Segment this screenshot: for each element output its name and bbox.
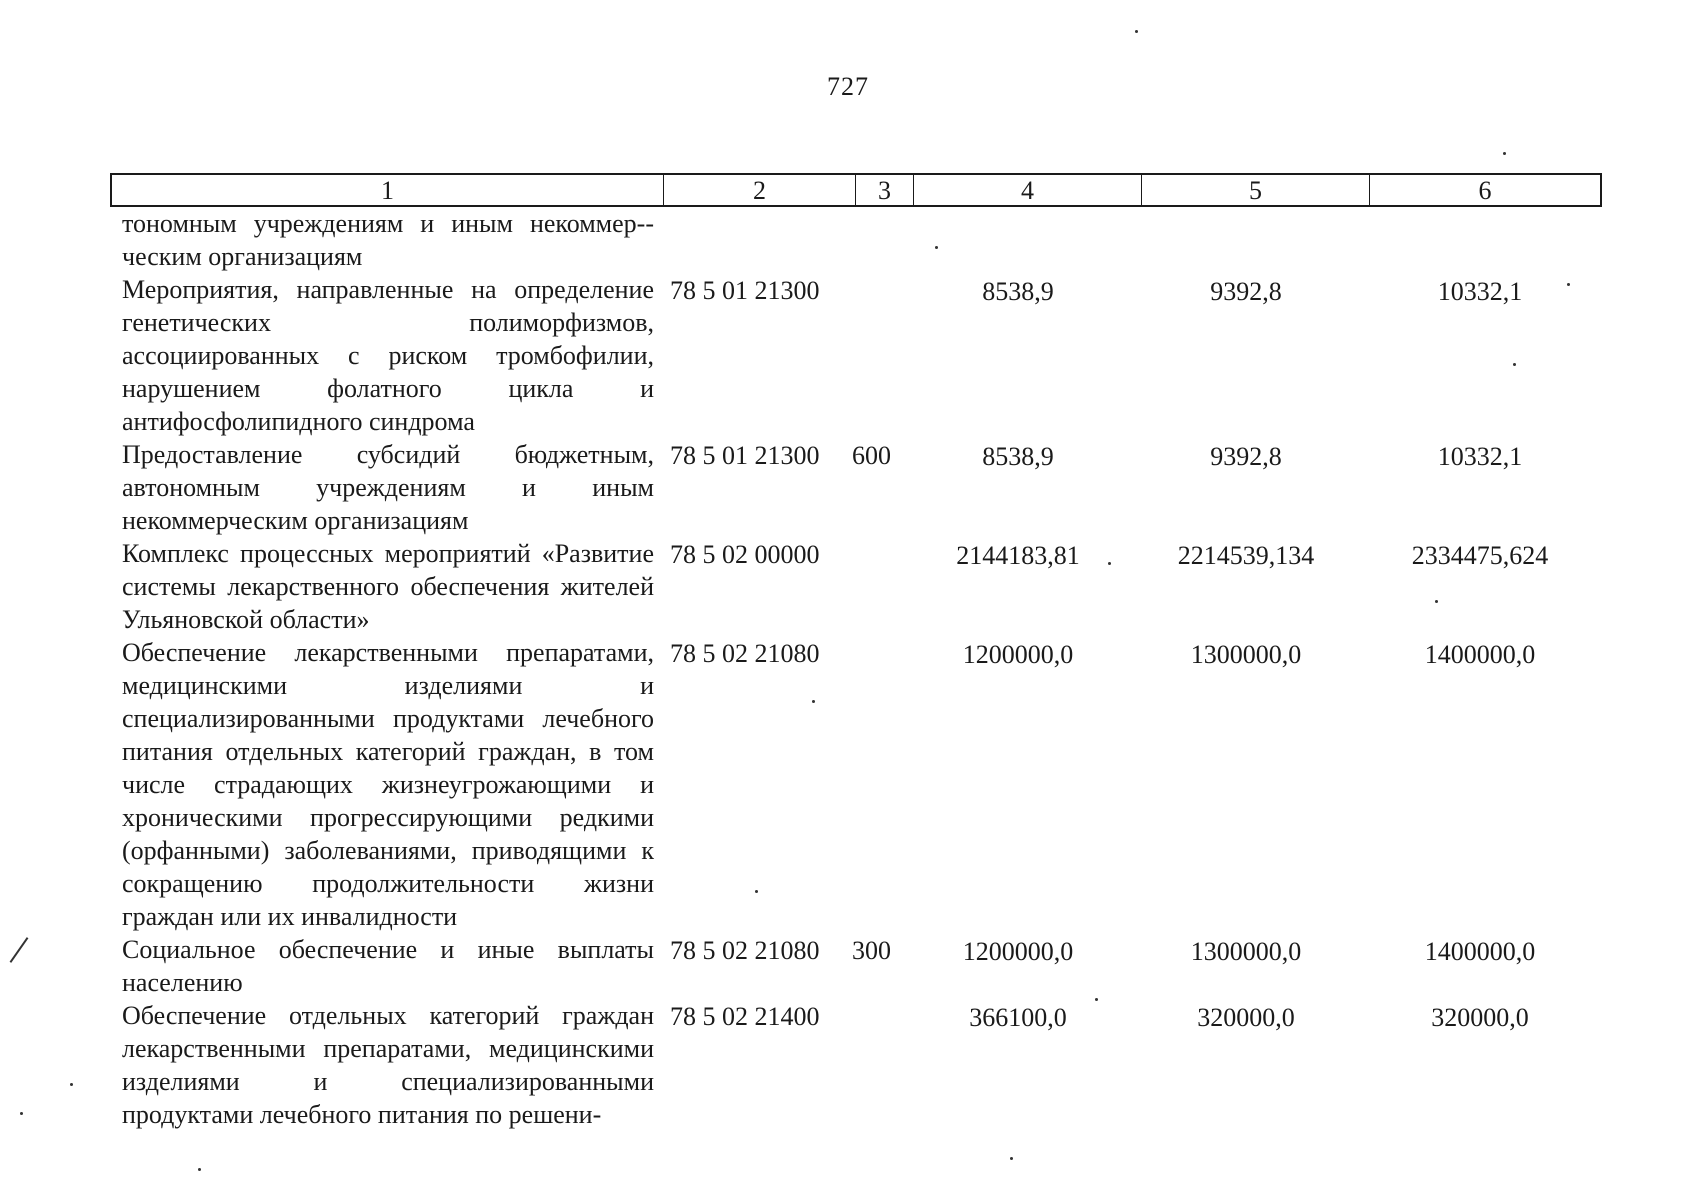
row-kind — [846, 537, 904, 538]
row-kind — [846, 999, 904, 1000]
row-name: Обеспечение лекарственными препаратами, медицинскими изделиями и специализированными продуктами лечебного питания отдельных категорий граждан, в том числе страдающих жизнеугрожающими и хроническими прогрессирующими редкими (орфанными) заболеваниями, приводящими к сокращению продолжительности жизни граждан или их инвалидности — [122, 638, 654, 931]
table-row — [110, 636, 1600, 933]
table-row — [110, 999, 1600, 1131]
row-value-5 — [1132, 207, 1360, 209]
scan-mark — [10, 937, 29, 963]
row-value-4: 8538,9 — [982, 442, 1054, 471]
header-col-4: 4 — [914, 175, 1142, 205]
row-code: 78 5 02 00000 — [670, 540, 820, 569]
row-value-5: 1300000,0 — [1190, 640, 1302, 669]
row-name: Мероприятия, направленные на определение генетических полиморфизмов, ассоциированных с риском тромбофилии, нарушением фолатного цикла и антифосфолипидного синдрома — [122, 275, 654, 436]
scan-speck — [935, 246, 938, 249]
row-code: 78 5 01 21300 — [670, 441, 820, 470]
row-value-4: 8538,9 — [982, 277, 1054, 306]
row-value-6: 1400000,0 — [1424, 640, 1536, 669]
row-value-5: 2214539,134 — [1177, 541, 1315, 570]
row-kind: 600 — [852, 441, 891, 470]
row-name: Комплекс процессных мероприятий «Развитие системы лекарственного обеспечения жителей Ульяновской области» — [122, 539, 654, 634]
table-row — [110, 933, 1600, 999]
row-name: Предоставление субсидий бюджетным, автономным учреждениям и иным некоммерческим организациям — [122, 440, 654, 535]
row-code — [654, 207, 846, 208]
row-name: Социальное обеспечение и иные выплаты населению — [122, 935, 654, 997]
scan-speck — [812, 700, 815, 703]
row-kind — [846, 636, 904, 637]
scan-speck — [1503, 152, 1506, 155]
header-col-3: 3 — [856, 175, 914, 205]
header-col-1: 1 — [112, 175, 664, 205]
row-code: 78 5 01 21300 — [670, 276, 820, 305]
scan-speck — [755, 890, 758, 893]
header-col-5: 5 — [1142, 175, 1370, 205]
row-code: 78 5 02 21080 — [670, 936, 820, 965]
row-value-4: 1200000,0 — [962, 937, 1074, 966]
header-col-6: 6 — [1478, 176, 1492, 205]
scan-speck — [1435, 600, 1438, 603]
row-name: Обеспечение отдельных категорий граждан лекарственными препаратами, медицинскими изделиями и специализированными продуктами лечебного питания по решени- — [122, 1001, 654, 1129]
scan-speck — [20, 1112, 23, 1115]
scan-speck — [70, 1083, 73, 1086]
row-kind — [846, 207, 904, 208]
row-kind: 300 — [852, 936, 891, 965]
scan-speck — [1567, 283, 1570, 286]
scan-speck — [1513, 363, 1516, 366]
row-value-6: 10332,1 — [1437, 277, 1523, 306]
row-kind — [846, 273, 904, 274]
table-row — [110, 537, 1600, 636]
row-value-4: 366100,0 — [969, 1003, 1067, 1032]
row-code: 78 5 02 21400 — [670, 1002, 820, 1031]
row-value-4 — [904, 207, 1132, 209]
row-value-4: 2144183,81 — [956, 541, 1080, 570]
row-value-5: 1300000,0 — [1190, 937, 1302, 966]
scan-speck — [1010, 1157, 1013, 1160]
row-value-5: 9392,8 — [1210, 277, 1282, 306]
row-name: тономным учреждениям и иным некоммер-ческим организациям — [122, 209, 654, 271]
row-value-6: 10332,1 — [1437, 442, 1523, 471]
scan-speck — [1135, 30, 1138, 33]
row-value-5: 320000,0 — [1197, 1003, 1295, 1032]
row-code: 78 5 02 21080 — [670, 639, 820, 668]
page-number: 727 — [827, 72, 869, 101]
header-col-2: 2 — [664, 175, 856, 205]
row-value-6: 1400000,0 — [1424, 937, 1536, 966]
row-value-4: 1200000,0 — [962, 640, 1074, 669]
row-value-6: 2334475,624 — [1411, 541, 1549, 570]
scan-speck — [1095, 998, 1098, 1001]
row-value-5: 9392,8 — [1210, 442, 1282, 471]
table-header — [110, 173, 1602, 207]
table-row — [110, 207, 1600, 273]
row-value-6: 320000,0 — [1431, 1003, 1529, 1032]
row-value-6 — [1360, 207, 1600, 209]
table-body — [110, 207, 1600, 1131]
scan-speck — [1108, 562, 1111, 565]
scan-speck — [198, 1168, 201, 1171]
table-row — [110, 438, 1600, 537]
table-row — [110, 273, 1600, 438]
